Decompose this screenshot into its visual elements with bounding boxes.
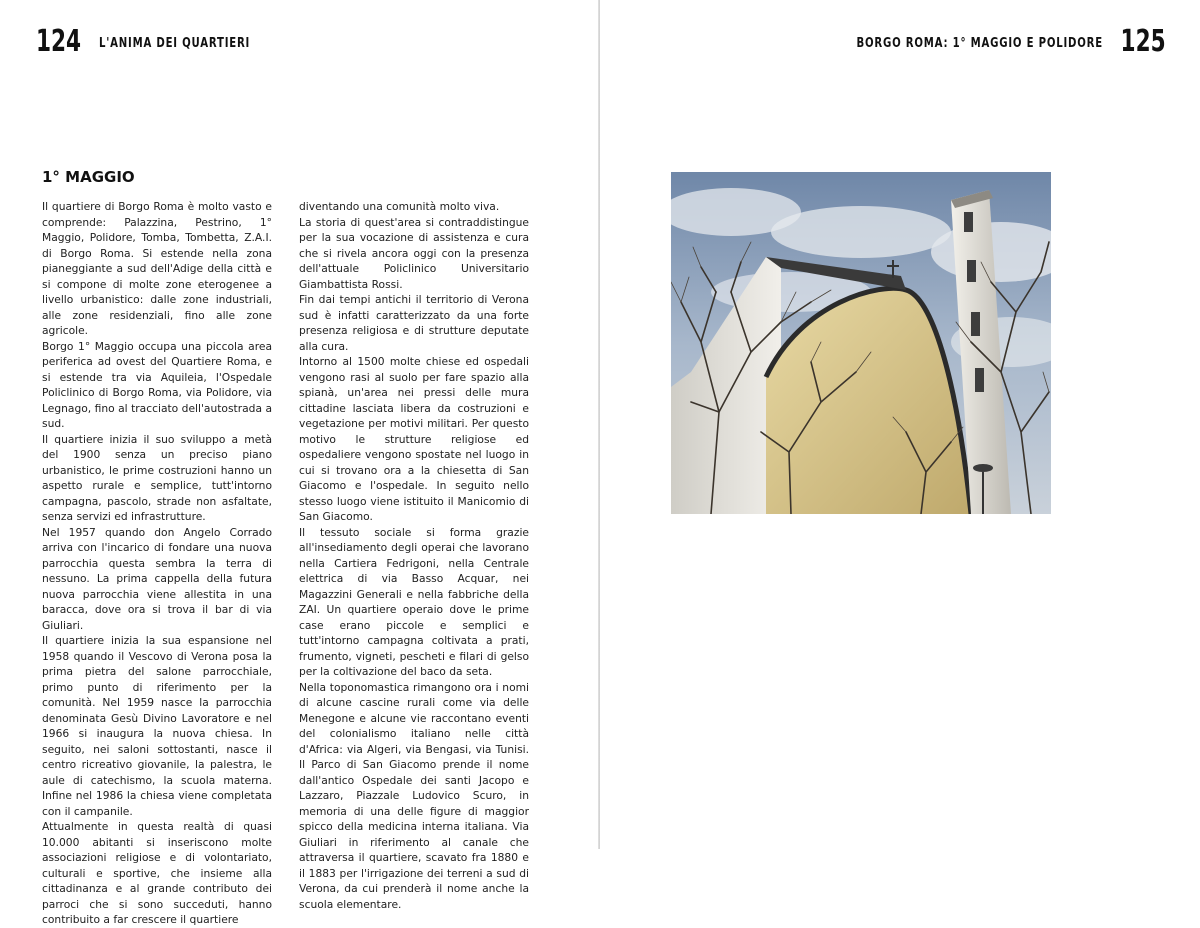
paragraph: diventando una comunità molto viva. <box>299 200 500 213</box>
paragraph: Il tessuto sociale si forma grazie all'insediamento degli operai che lavorano nella Cartiera Fedrigoni, nella Centrale elettrica di via Basso Acquar, nei Magazzini Generali e nella fabbriche della ZAI. Un quartiere operaio dove le prime case erano piccole e semplici e tutt'intorno campagna coltivata a prati, frumento, vigneti, pescheti e filari di gelso per la coltivazione del baco da seta. <box>299 525 529 678</box>
running-head-left: L'ANIMA DEI QUARTIERI <box>99 36 251 51</box>
paragraph: Fin dai tempi antichi il territorio di Verona sud è infatti caratterizzato da una forte presenza religiosa e di strutture deputate alla cura. <box>299 293 529 353</box>
left-page <box>0 0 600 926</box>
page-number-right: 125 <box>1120 24 1166 59</box>
paragraph: La storia di quest'area si contraddistingue per la sua vocazione di assistenza e cura che si rivela ancora oggi con la presenza dell'attuale Policlinico Universitario Giambattista Rossi. <box>299 215 529 291</box>
running-head-right: BORGO ROMA: 1° MAGGIO E POLIDORE <box>856 36 1103 51</box>
paragraph: Intorno al 1500 molte chiese ed ospedali vengono rasi al suolo per fare spazio alla spianà, un'area nei pressi delle mura cittadine lasciata libera da costruzioni e vegetazione per motivi militari. Per questo motivo le strutture religiose ed ospedaliere vengono spostate nel luogo in cui si trovano ora a la chiesetta di San Giacomo e l'ospedale. In seguito nello stesso luogo viene istituito il Manicomio di San Giacomo. <box>299 355 529 523</box>
text-column-2 <box>299 199 529 912</box>
paragraph: Nella toponomastica rimangono ora i nomi di alcune cascine rurali come via delle Menegone e alcune vie raccontano eventi del colonialismo italiano nelle città d'Africa: via Algeri, via Bengasi, via Tunisi. Il Parco di San Giacomo prende il nome dall'antico Ospedale dei santi Jacopo e Lazzaro, Piazzale Ludovico Scuro, in memoria di una delle figure di maggior spicco della medicina interna italiana. Via Giuliari in riferimento al canale che attraversa il quartiere, scavato fra 1880 e il 1883 per l'irrigazione dei terreni a sud di Verona, da cui prenderà il nome anche la scuola elementare. <box>299 680 529 911</box>
church-photo <box>671 172 1051 514</box>
page-number-left: 124 <box>36 24 82 59</box>
section-title: 1° MAGGIO <box>42 168 135 186</box>
text-column-1 <box>42 199 272 928</box>
paragraph: Nel 1957 quando don Angelo Corrado arriva con l'incarico di fondare una nuova parrocchia questa sembra la terra di nessuno. La prima cappella della futura nuova parrocchia viene allestita in una baracca, dove ora si trova il bar di via Giuliari. <box>42 525 272 632</box>
paragraph: Il quartiere inizia il suo sviluppo a metà del 1900 senza un preciso piano urbanistico, le prime costruzioni hanno un aspetto rurale e semplice, tutt'intorno campagna, pascolo, strade non asfaltate, senza servizi ed infrastrutture. <box>42 432 272 523</box>
paragraph: Borgo 1° Maggio occupa una piccola area periferica ad ovest del Quartiere Roma, e si estende tra via Aquileia, l'Ospedale Policlinico di Borgo Roma, via Polidore, via Legnago, fino al tracciato dell'autostrada a sud. <box>42 339 272 430</box>
paragraph: Il quartiere inizia la sua espansione nel 1958 quando il Vescovo di Verona posa la prima pietra del salone parrocchiale, primo punto di riferimento per la comunità. Nel 1959 nasce la parrocchia denominata Gesù Divino Lavoratore e nel 1966 si inaugura la nuova chiesa. In seguito, nei saloni sottostanti, nasce il centro ricreativo giovanile, la palestra, le aule di catechismo, la scuola materna. Infine nel 1986 la chiesa viene completata con il campanile. <box>42 634 272 818</box>
paragraph: Attualmente in questa realtà di quasi 10.000 abitanti si inseriscono molte associazioni religiose e di volontariato, culturali e sportive, che insieme alla cittadinanza e al grande contributo dei parroci che si sono succeduti, hanno contribuito a far crescere il quartiere <box>42 820 272 926</box>
paragraph: Il quartiere di Borgo Roma è molto vasto e comprende: Palazzina, Pestrino, 1° Maggio, Polidore, Tomba, Tombetta, Z.A.I. di Borgo Roma. Si estende nella zona pianeggiante a sud dell'Adige della città e si compone di molte zone eterogenee a livello urbanistico: dalle zone industriali, alle zone residenziali, fino alle zone agricole. <box>42 200 272 337</box>
